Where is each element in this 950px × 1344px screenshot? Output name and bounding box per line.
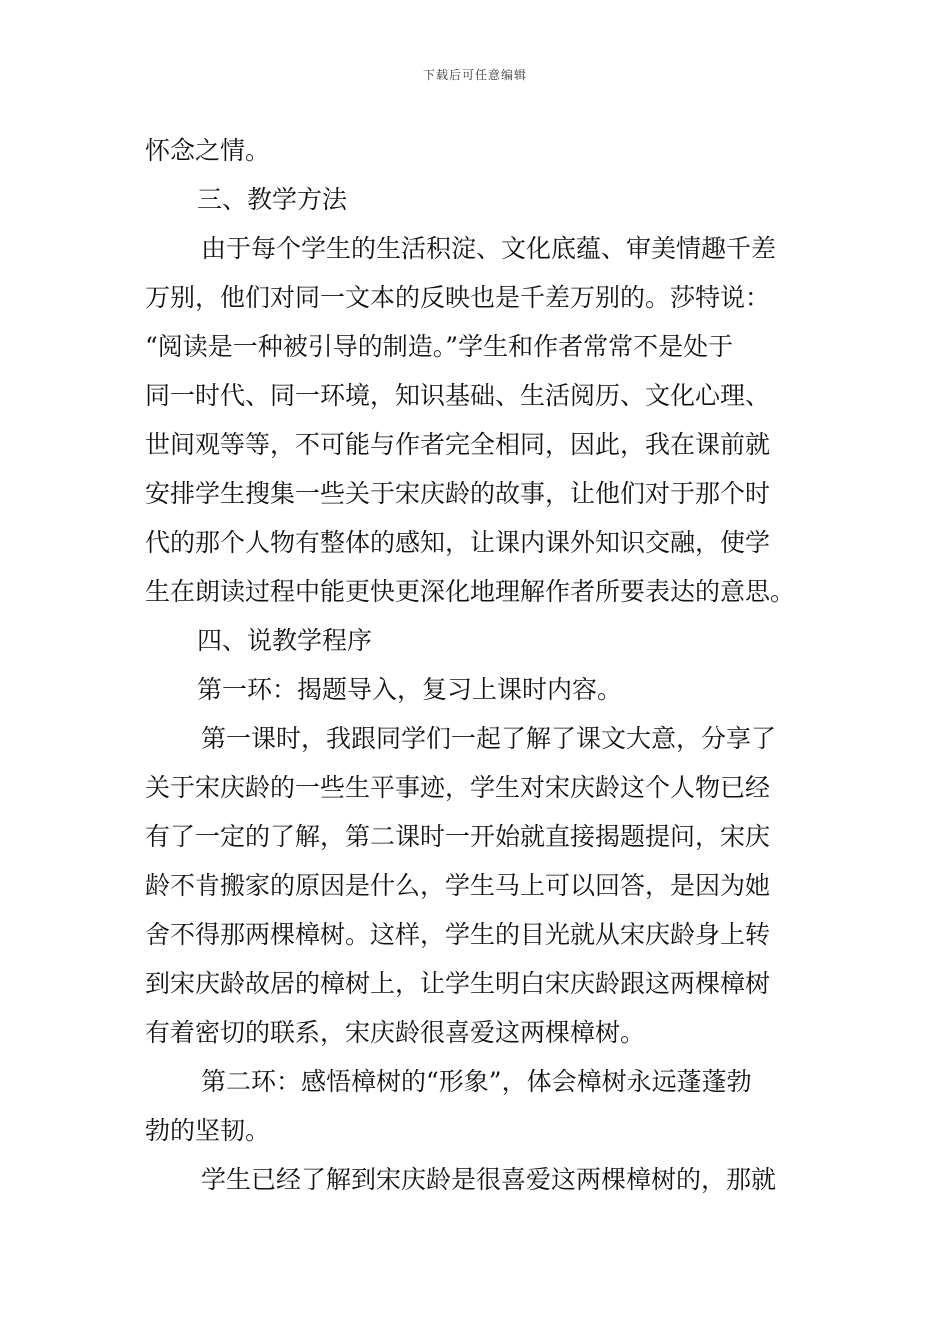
text-line: 世间观等等，不可能与作者完全相同，因此，我在课前就	[145, 430, 771, 459]
section-heading: 四、说教学程序	[197, 626, 373, 655]
page-header: 下载后可任意编辑	[422, 68, 527, 82]
text-line: 关于宋庆龄的一些生平事迹，学生对宋庆龄这个人物已经	[145, 773, 771, 802]
text-line: 安排学生搜集一些关于宋庆龄的故事，让他们对于那个时	[145, 479, 771, 508]
text-line: 到宋庆龄故居的樟树上，让学生明白宋庆龄跟这两棵樟树	[145, 969, 771, 998]
text-line: 有了一定的了解，第二课时一开始就直接揭题提问，宋庆	[145, 822, 771, 851]
text-line: 勃的坚韧。	[145, 1116, 271, 1145]
text-line: 由于每个学生的生活积淀、文化底蕴、审美情趣千差	[201, 234, 777, 263]
text-line: 舍不得那两棵樟树。这样，学生的目光就从宋庆龄身上转	[145, 920, 771, 949]
document-body	[145, 126, 805, 1204]
text-line: 同一时代、同一环境，知识基础、生活阅历、文化心理、	[145, 381, 771, 410]
text-line: 有着密切的联系，宋庆龄很喜爱这两棵樟树。	[145, 1018, 646, 1047]
text-line: 万别，他们对同一文本的反映也是千差万别的。莎特说：	[145, 283, 771, 312]
text-line: 学生已经了解到宋庆龄是很喜爱这两棵樟树的，那就	[201, 1165, 777, 1194]
text-line: 生在朗读过程中能更快更深化地理解作者所要表达的意思。	[145, 577, 796, 606]
text-line: “阅读是一种被引导的制造。”学生和作者常常不是处于	[145, 332, 734, 361]
text-line: 第一课时，我跟同学们一起了解了课文大意，分享了	[201, 724, 777, 753]
subsection-heading: 第一环：揭题导入，复习上课时内容。	[197, 675, 623, 704]
text-line: 怀念之情。	[145, 136, 271, 165]
text-line: 代的那个人物有整体的感知，让课内课外知识交融，使学	[145, 528, 771, 557]
subsection-heading: 第二环：感悟樟树的“形象”，体会樟树永远蓬蓬勃	[201, 1067, 752, 1096]
text-line: 龄不肯搬家的原因是什么，学生马上可以回答，是因为她	[145, 871, 771, 900]
section-heading: 三、教学方法	[197, 185, 348, 214]
